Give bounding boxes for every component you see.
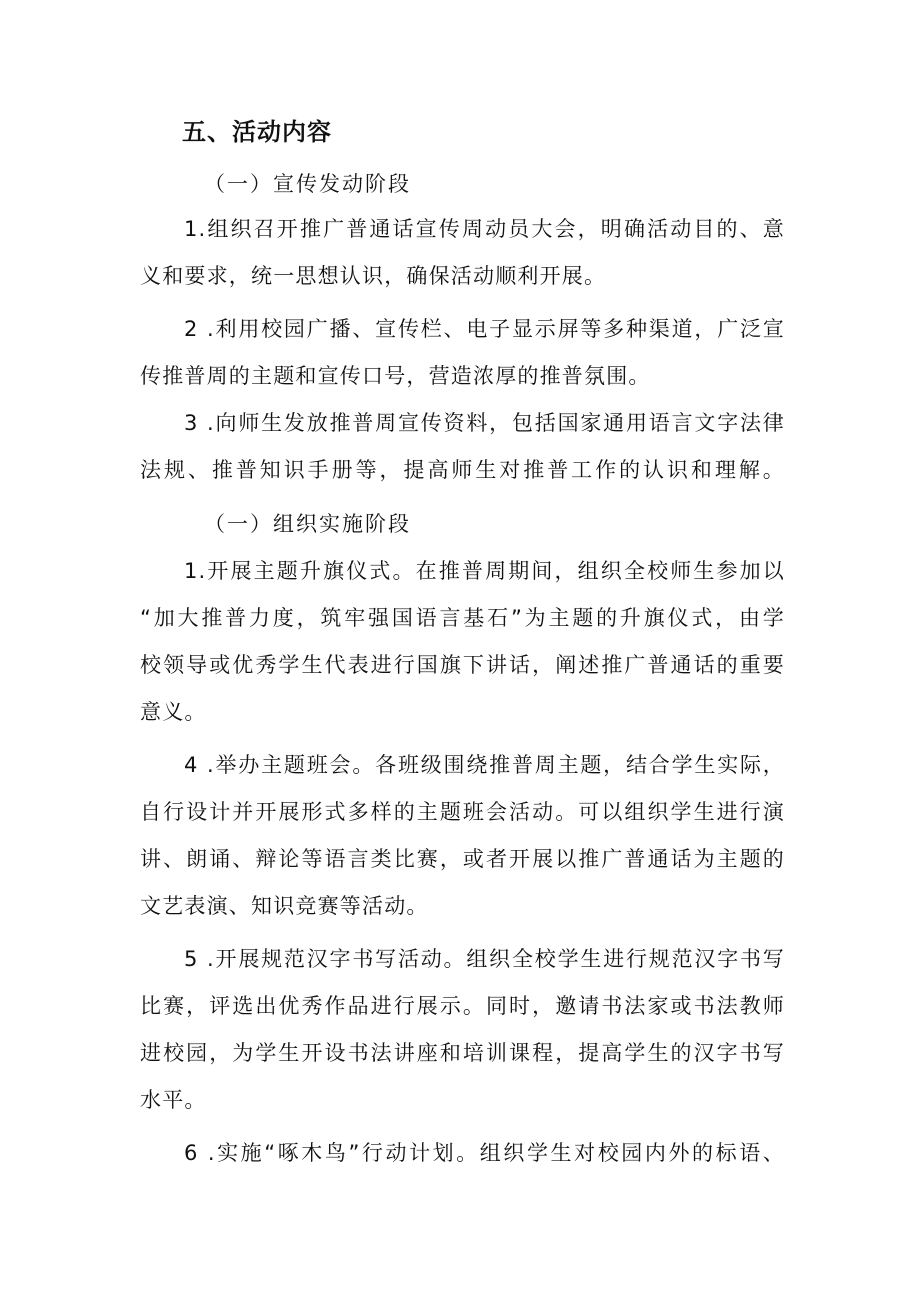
paragraph-line: 法规、推普知识手册等，提高师生对推普工作的认识和理解。	[140, 458, 785, 482]
paragraph-line: 1.组织召开推广普通话宣传周动员大会，明确活动目的、意	[184, 217, 785, 241]
stage-2-item-2	[140, 742, 785, 930]
paragraph-line: “加大推普力度，筑牢强国语言基石”为主题的升旗仪式，由学	[140, 606, 785, 630]
paragraph-line: 1.开展主题升旗仪式。在推普周期间，组织全校师生参加以	[184, 559, 785, 583]
paragraph-line: 进校园，为学生开设书法讲座和培训课程，提高学生的汉字书写	[140, 1041, 785, 1065]
stage-2-item-1	[140, 548, 785, 736]
stage-2-item-4	[140, 1130, 785, 1177]
paragraph-line: 4 .举办主题班会。各班级围绕推普周主题，结合学生实际，	[184, 753, 785, 777]
paragraph-line: 自行设计并开展形式多样的主题班会活动。可以组织学生进行演	[140, 800, 785, 824]
paragraph-line: 义和要求，统一思想认识，确保活动顺利开展。	[140, 264, 607, 288]
paragraph-line: 3 .向师生发放推普周宣传资料，包括国家通用语言文字法律	[184, 411, 785, 435]
stage-2-item-3	[140, 936, 785, 1124]
stage-1-item-2	[140, 306, 785, 400]
section-heading: 五、活动内容	[182, 118, 332, 146]
paragraph-line: 水平。	[140, 1088, 207, 1112]
paragraph-line: 意义。	[140, 700, 207, 724]
paragraph-line: 5 .开展规范汉字书写活动。组织全校学生进行规范汉字书写	[184, 947, 785, 971]
paragraph-line: 校领导或优秀学生代表进行国旗下讲话，阐述推广普通话的重要	[140, 653, 785, 677]
stage-2-heading: （一）组织实施阶段	[204, 512, 411, 536]
paragraph-line: 传推普周的主题和宣传口号，营造浓厚的推普氛围。	[140, 364, 651, 388]
stage-1-item-3	[140, 400, 785, 494]
paragraph-line: 6 .实施“啄木鸟”行动计划。组织学生对校园内外的标语、	[184, 1141, 785, 1165]
paragraph-line: 文艺表演、知识竞赛等活动。	[140, 894, 429, 918]
paragraph-line: 讲、朗诵、辩论等语言类比赛，或者开展以推广普通话为主题的	[140, 847, 785, 871]
stage-1-heading: （一）宣传发动阶段	[204, 172, 411, 196]
stage-1-item-1	[140, 206, 785, 300]
paragraph-line: 2 .利用校园广播、宣传栏、电子显示屏等多种渠道，广泛宣	[184, 317, 785, 341]
paragraph-line: 比赛，评选出优秀作品进行展示。同时，邀请书法家或书法教师	[140, 994, 785, 1018]
